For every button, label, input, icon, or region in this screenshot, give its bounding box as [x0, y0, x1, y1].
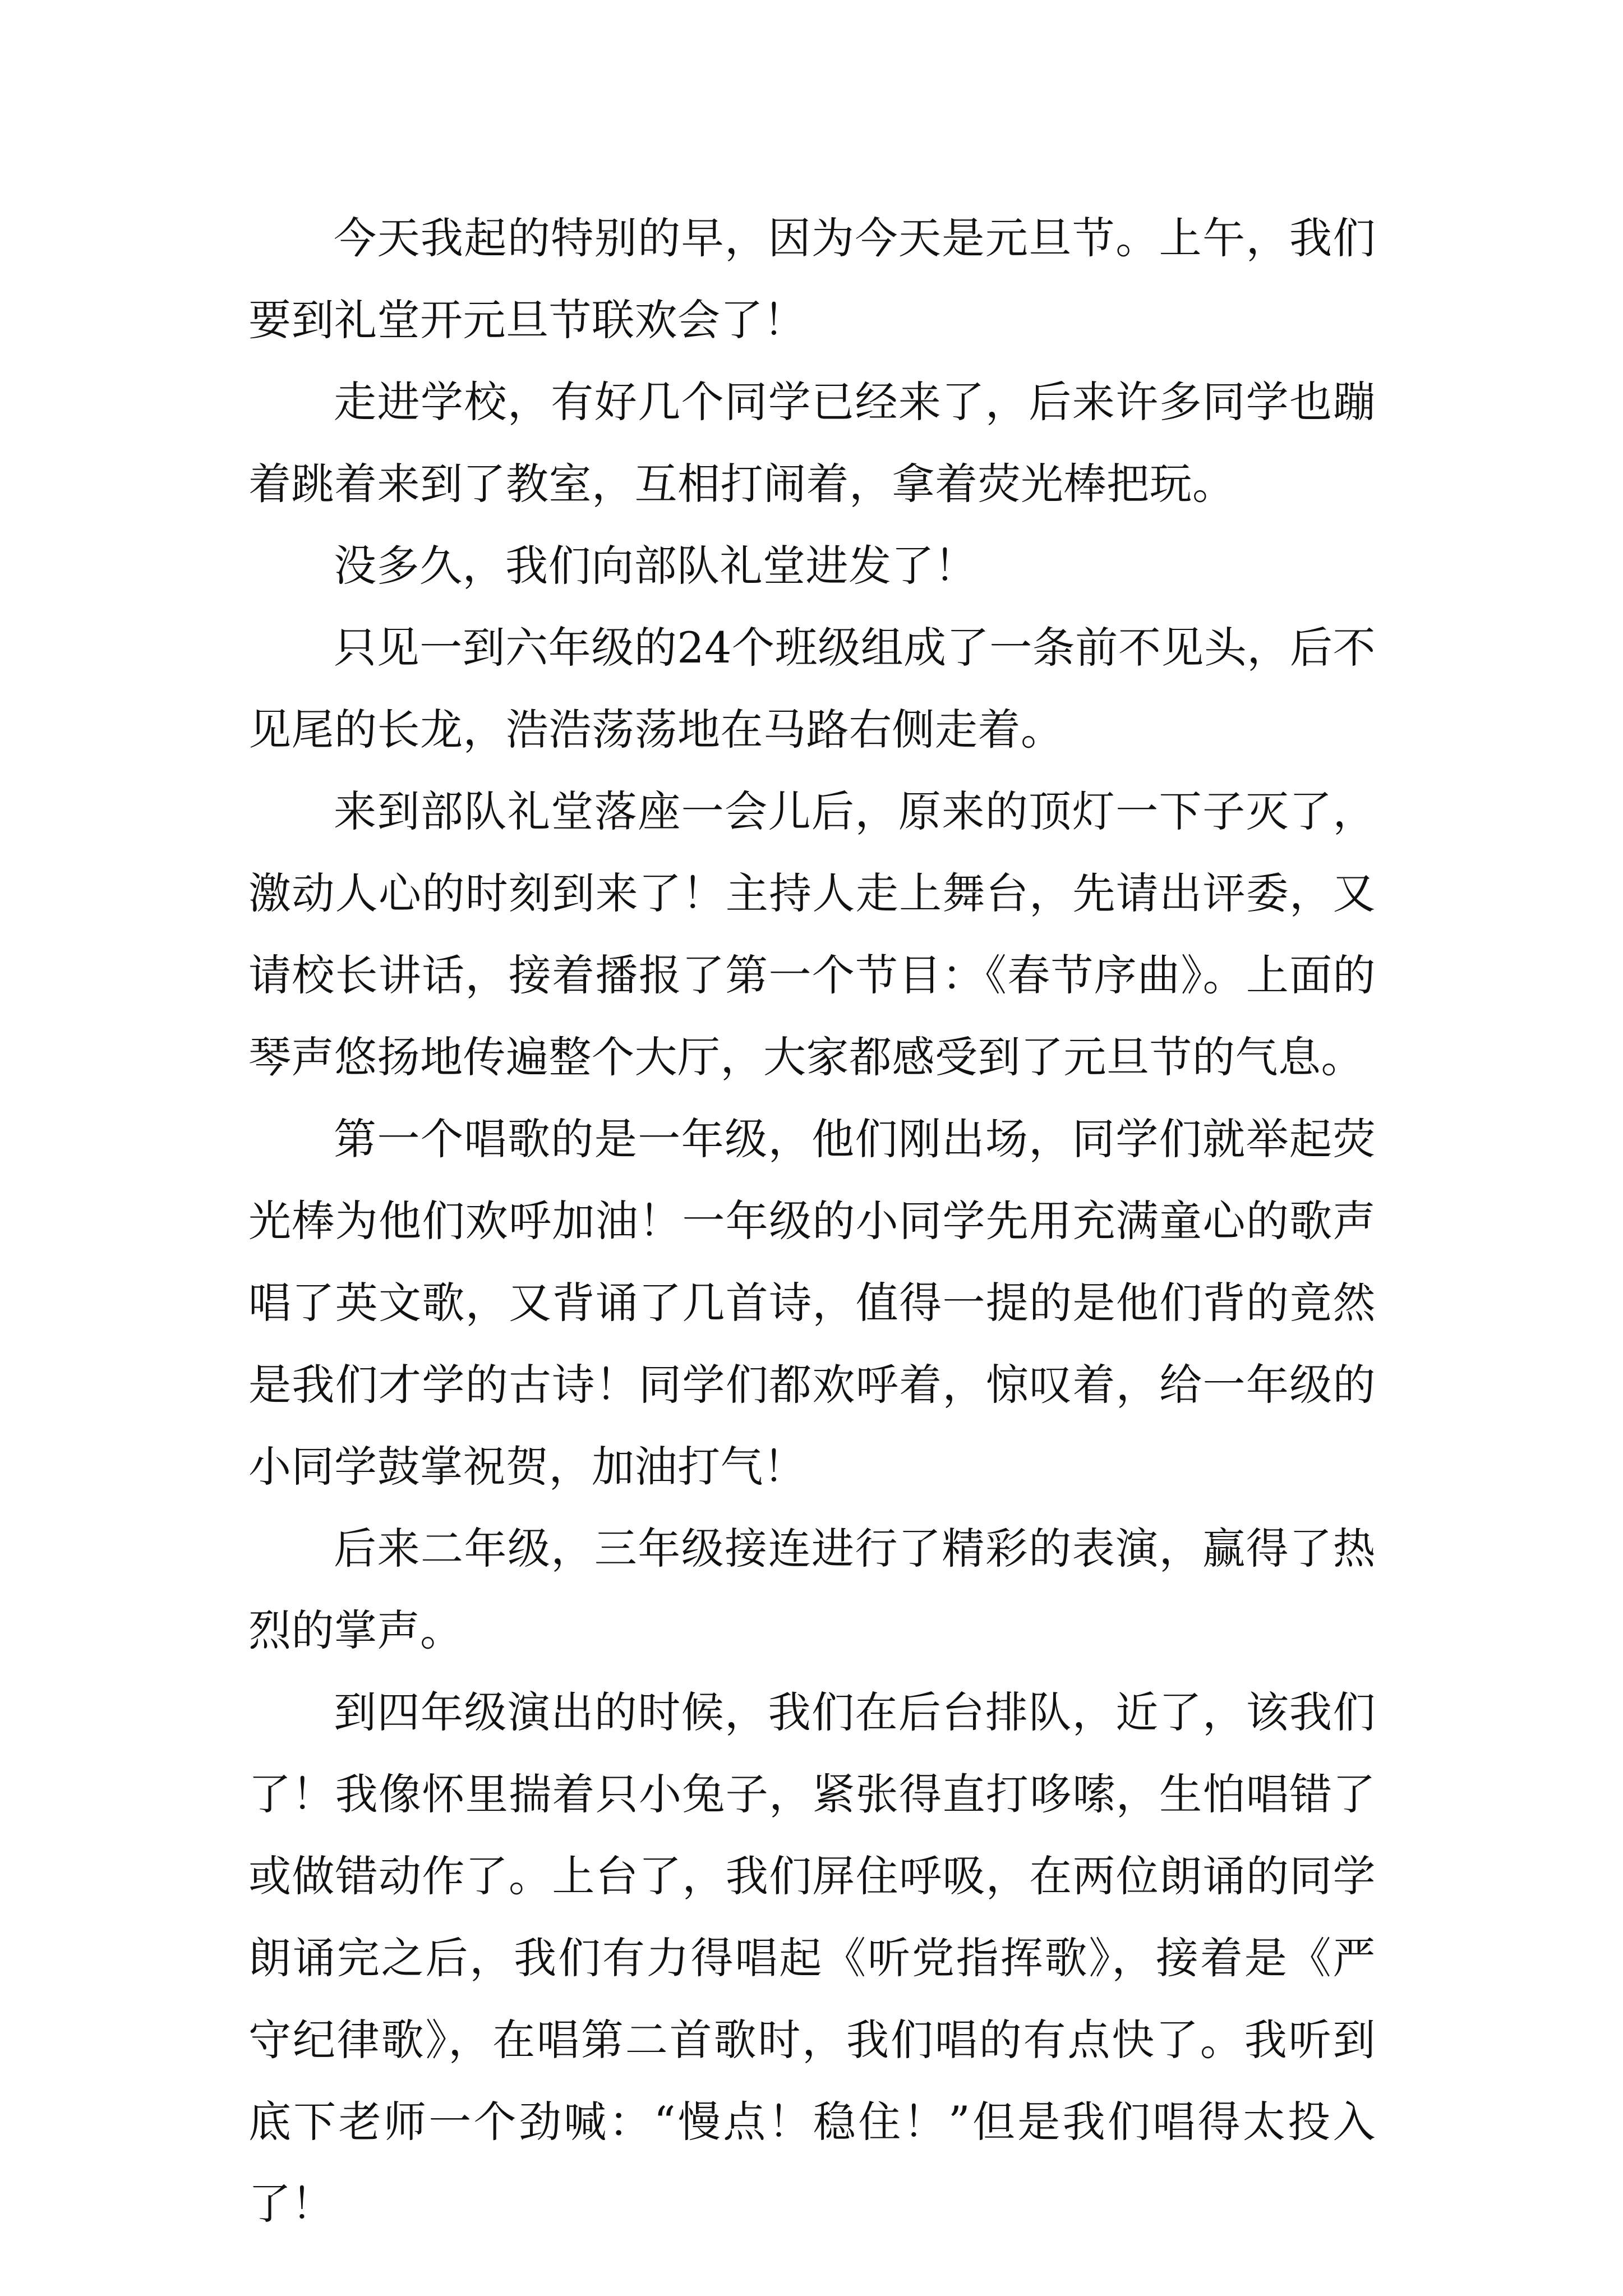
paragraph: 只见一到六年级的24个班级组成了一条前不见头，后不见尾的长龙，浩浩荡荡地在马路右侧走着。	[248, 623, 1376, 754]
document-body	[248, 197, 1376, 2245]
paragraph: 今天我起的特别的早，因为今天是元旦节。上午，我们要到礼堂开元旦节联欢会了！	[248, 213, 1376, 345]
paragraph: 到四年级演出的时候，我们在后台排队，近了，该我们了！我像怀里揣着只小兔子，紧张得直打哆嗦，生怕唱错了或做错动作了。上台了，我们屏住呼吸，在两位朗诵的同学朗诵完之后，我们有力得唱起《听党指挥歌》，接着是《严守纪律歌》，在唱第二首歌时，我们唱的有点快了。我听到底下老师一个劲喊：“慢点！稳住！”但是我们唱得太投入了！	[248, 1687, 1376, 2229]
paragraph: 没多久，我们向部队礼堂进发了！	[334, 541, 978, 591]
paragraph: 走进学校，有好几个同学已经来了，后来许多同学也蹦着跳着来到了教室，互相打闹着，拿着荧光棒把玩。	[248, 377, 1376, 509]
paragraph: 来到部队礼堂落座一会儿后，原来的顶灯一下子灭了，激动人心的时刻到来了！主持人走上舞台，先请出评委，又请校长讲话，接着播报了第一个节目：《春节序曲》。上面的琴声悠扬地传遍整个大厅，大家都感受到了元旦节的气息。	[248, 786, 1376, 1082]
paragraph: 后来二年级，三年级接连进行了精彩的表演，赢得了热烈的掌声。	[248, 1524, 1376, 1655]
paragraph: 第一个唱歌的是一年级，他们刚出场，同学们就举起荧光棒为他们欢呼加油！一年级的小同学先用充满童心的歌声唱了英文歌，又背诵了几首诗，值得一提的是他们背的竟然是我们才学的古诗！同学们都欢呼着，惊叹着，给一年级的小同学鼓掌祝贺，加油打气！	[248, 1114, 1376, 1492]
